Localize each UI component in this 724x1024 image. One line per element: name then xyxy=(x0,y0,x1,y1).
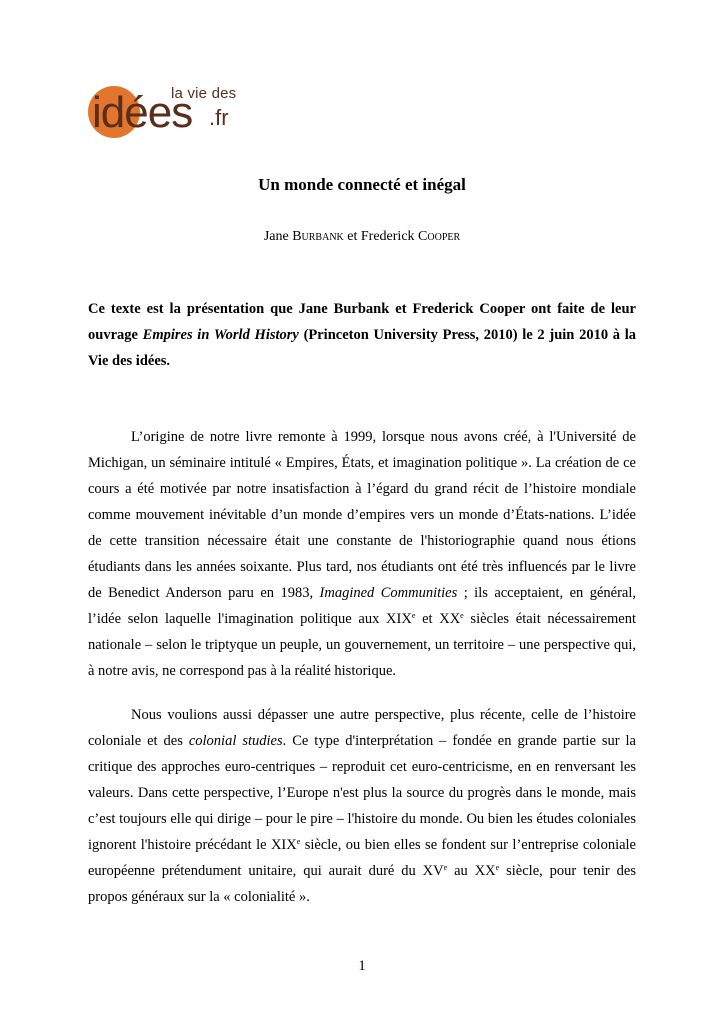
p2-sup-1: e xyxy=(296,837,301,846)
page-title: Un monde connecté et inégal xyxy=(258,175,466,194)
abstract-before: Ce texte est la présentation que Jane Burbank et Frederick Cooper ont faite de leur ouvrage xyxy=(88,301,636,343)
p2-text-5: siècle, pour tenir des propos généraux sur la « colonialité ». xyxy=(88,863,636,905)
logo-tld: .fr xyxy=(209,105,229,130)
p2-italic: colonial studies xyxy=(188,733,283,749)
p2-sup-2: e xyxy=(443,863,448,872)
p2-text-4: au XX xyxy=(447,863,496,879)
p1-text-3: et XX xyxy=(415,611,461,627)
p1-sup-1: e xyxy=(411,611,416,620)
page-number: 1 xyxy=(358,958,366,974)
authors-conj: et xyxy=(347,229,358,244)
p1-text-1: L’origine de notre livre remonte à 1999, lorsque nous avons créé, à l'Université de Michigan, un séminaire intitulé « Empires, États, et imagination politique ». La création de ce cours a été motivée par notre insatisfaction à l’égard du grand récit de l’histoire mondiale comme mouvement inévitable d’un monde d’empires vers un monde d’États-nations. L’idée de cette transition nécessaire était une constante de l'historiographie quand nous étions étudiants dans les années soixante. Plus tard, nos étudiants ont été très influencés par le livre de Benedict Anderson paru en 1983, xyxy=(88,429,636,601)
p2-text-1: Nous voulions aussi dépasser une autre perspective, plus récente, celle de l’histoire coloniale et des xyxy=(88,707,636,749)
p2-text-3: siècle, ou bien elles se fondent sur l’entreprise coloniale européenne prétendument unitaire, qui aurait duré du XV xyxy=(88,837,636,879)
abstract-book-title: Empires in World History xyxy=(142,327,299,343)
author2-last: Cooper xyxy=(418,229,461,244)
site-logo[interactable] xyxy=(88,78,248,142)
paragraph-1 xyxy=(88,424,636,684)
p1-italic: Imagined Communities xyxy=(319,585,458,601)
paragraph-2 xyxy=(88,702,636,910)
logo-big-text: idées xyxy=(92,88,193,137)
abstract xyxy=(88,296,636,374)
authors-line xyxy=(0,229,724,245)
p2-sup-3: e xyxy=(495,863,500,872)
abstract-after: (Princeton University Press, 2010) le 2 juin 2010 à la Vie des idées. xyxy=(88,327,637,369)
p1-text-2: ; ils acceptaient, en général, l’idée selon laquelle l'imagination politique aux XIX xyxy=(88,585,636,627)
p1-text-4: siècles était nécessairement nationale – selon le triptyque un peuple, un gouvernement, un territoire – une perspective qui, à notre avis, ne correspond pas à la réalité historique. xyxy=(88,611,636,679)
author1-first: Jane xyxy=(263,229,289,244)
p1-sup-2: e xyxy=(460,611,464,620)
author2-first: Frederick xyxy=(360,229,415,244)
p2-text-2: . Ce type d'interprétation – fondée en grande partie sur la critique des approches euro-centriques – reproduit cet euro-centricisme, en en renversant les valeurs. Dans cette perspective, l’Europe n'est plus la source du progrès dans le monde, mais c’est toujours elle qui dirige – pour le pire – l'histoire du monde. Ou bien les études coloniales ignorent l'histoire précédant le XIX xyxy=(88,733,636,853)
logo-small-text: la vie des xyxy=(171,85,237,102)
author1-last: Burbank xyxy=(292,229,344,244)
